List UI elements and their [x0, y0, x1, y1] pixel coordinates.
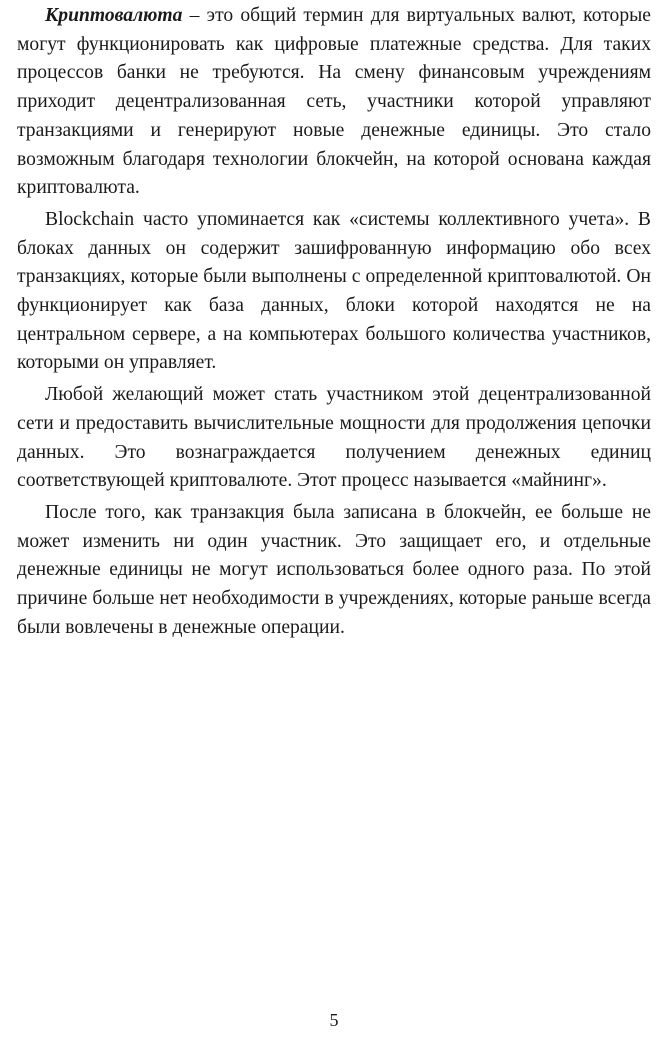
page-number: 5 [329, 1010, 339, 1030]
book-page [17, 0, 651, 1043]
paragraph-cryptocurrency-definition [17, 2, 651, 203]
body-text [17, 2, 651, 642]
defined-term: Криптовалюта [45, 5, 183, 26]
paragraph-text: Любой желающий может стать участником этой децентрализованной сети и предоставить вычислительные мощности для продолжения цепочки данных. Это вознаграждается получением денежных единиц соответствующей криптовалюте. Этот процесс называется «майнинг». [17, 384, 651, 492]
paragraph-text: После того, как транзакция была записана в блокчейн, ее больше не может изменить ни один участник. Это защищает его, и отдельные денежные единицы не могут использоваться более одного раза. По этой причине больше нет необходимости в учреждениях, которые раньше всегда были вовлечены в денежные операции. [17, 501, 651, 638]
paragraph-mining [17, 381, 651, 496]
paragraph-blockchain [17, 206, 651, 378]
paragraph-text: Blockchain часто упоминается как «системы коллективного учета». В блоках данных он содержит зашифрованную информацию обо всех транзакциях, которые были выполнены с определенной криптовалютой. Он функционирует как база данных, блоки которой находятся не на центральном сервере, а на компьютерах большого количества участников, которыми он управляет. [17, 208, 651, 374]
paragraph-immutability [17, 499, 651, 643]
paragraph-text: – это общий термин для виртуальных валют, которые могут функционировать как цифровые платежные средства. Для таких процессов банки не требуются. На смену финансовым учреждениям приходит децентрализованная сеть, участники которой управляют транзакциями и генерируют новые денежные единицы. Это стало возможным благодаря технологии блокчейн, на которой основана каждая криптовалюта. [17, 5, 651, 199]
